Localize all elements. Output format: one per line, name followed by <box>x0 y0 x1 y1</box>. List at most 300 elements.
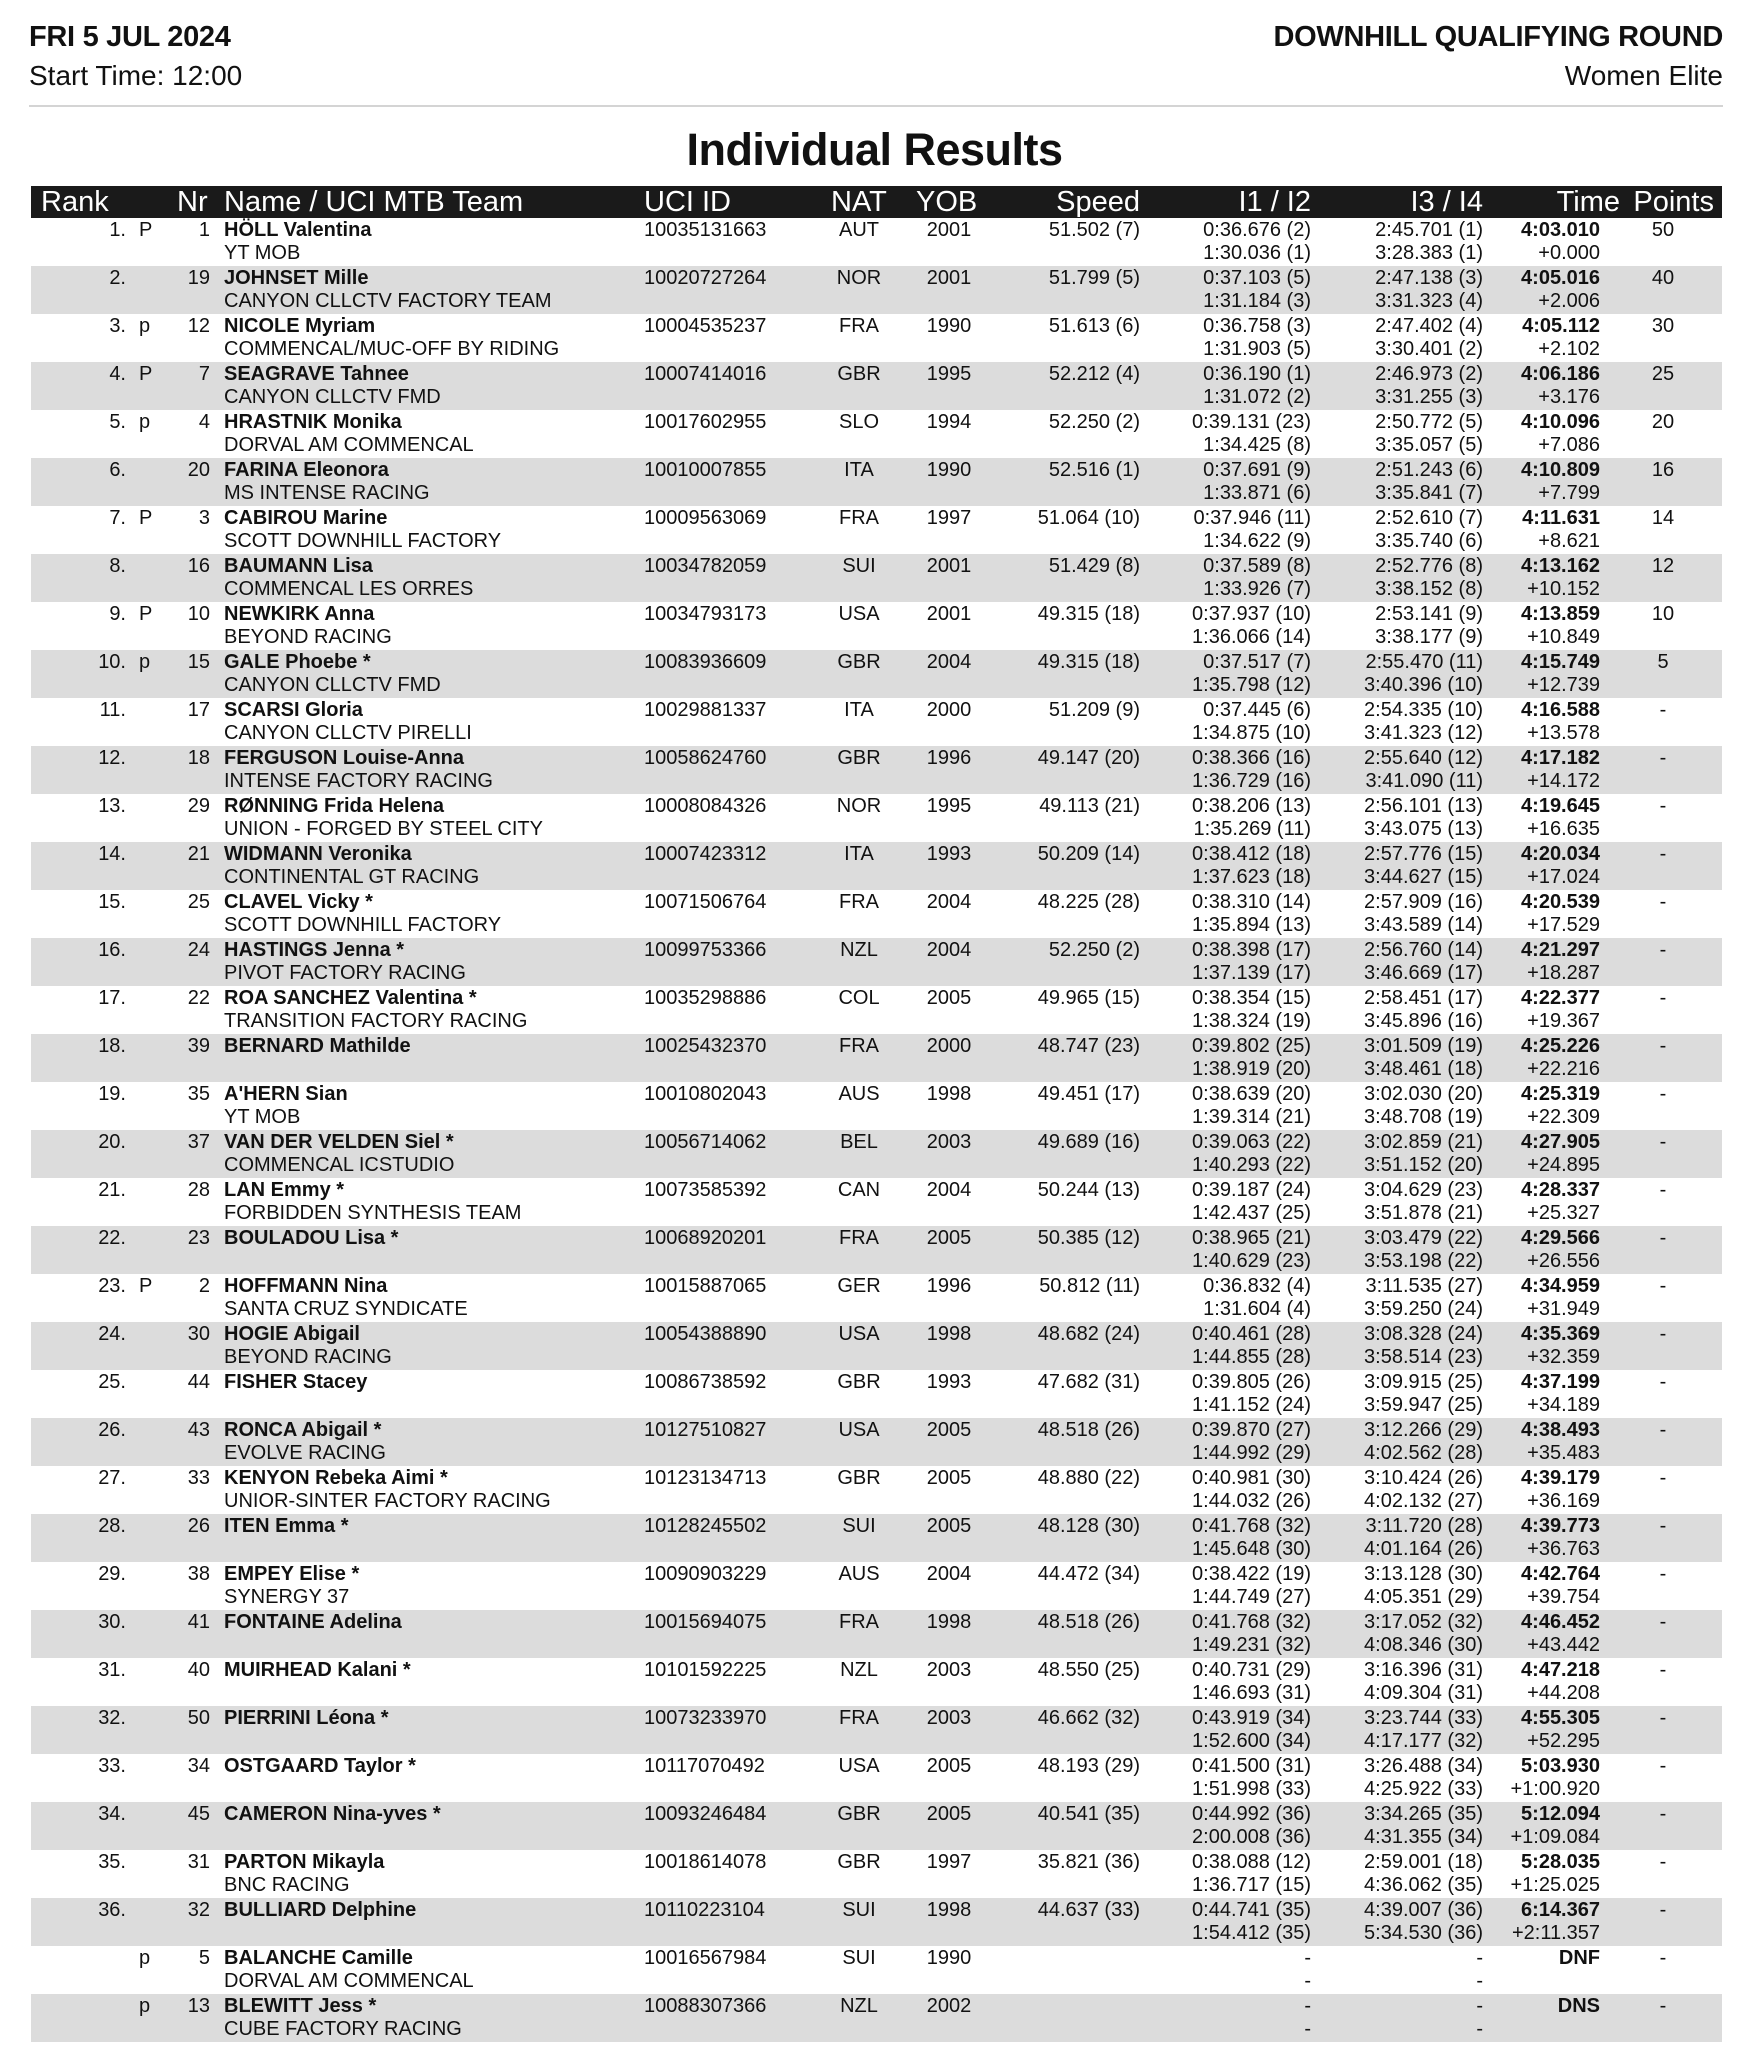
uci-id: 10034782059 <box>644 555 767 577</box>
split-i4: 5:34.530 (36) <box>1364 1922 1483 1944</box>
nationality: AUT <box>839 219 879 241</box>
rider-name: BOULADOU Lisa * <box>224 1227 399 1249</box>
speed: 49.451 (17) <box>1037 1083 1140 1105</box>
uci-id: 10015887065 <box>644 1275 767 1297</box>
category: Women Elite <box>1564 60 1723 91</box>
finish-time: 4:25.319 <box>1521 1083 1600 1105</box>
split-i3: - <box>1476 1995 1483 2017</box>
protected-mark: P <box>139 219 153 241</box>
bib-number: 40 <box>187 1659 210 1681</box>
rank: 11. <box>99 699 126 721</box>
split-i3: 2:54.335 (10) <box>1364 699 1483 721</box>
points: - <box>1659 1131 1667 1153</box>
team-name: SANTA CRUZ SYNDICATE <box>224 1298 468 1320</box>
finish-time: 4:13.162 <box>1521 555 1600 577</box>
col-points: Points <box>1633 186 1714 218</box>
team-name: YT MOB <box>224 1106 301 1128</box>
bib-number: 45 <box>187 1803 210 1825</box>
split-i3: 2:56.101 (13) <box>1364 795 1483 817</box>
nationality: GBR <box>837 651 881 673</box>
split-i2: 1:49.231 (32) <box>1192 1634 1311 1656</box>
rider-name: WIDMANN Veronika <box>224 843 412 865</box>
nationality: FRA <box>839 315 879 337</box>
split-i2: 1:31.903 (5) <box>1203 338 1311 360</box>
speed: 51.502 (7) <box>1048 219 1140 241</box>
finish-time: 4:27.905 <box>1521 1131 1600 1153</box>
split-i2: 2:00.008 (36) <box>1192 1826 1311 1848</box>
time-gap: +1:25.025 <box>1510 1874 1600 1896</box>
table-row <box>31 1610 1722 1658</box>
rider-name: BAUMANN Lisa <box>224 555 373 577</box>
uci-id: 10018614078 <box>644 1851 767 1873</box>
table-row <box>31 1082 1722 1130</box>
split-i3: 3:13.128 (30) <box>1364 1563 1483 1585</box>
split-i1: 0:37.445 (6) <box>1203 699 1311 721</box>
nationality: FRA <box>839 507 879 529</box>
rank: 9. <box>109 603 126 625</box>
bib-number: 43 <box>187 1419 210 1441</box>
header-right <box>1274 18 1724 96</box>
nationality: GBR <box>837 363 881 385</box>
team-name: CONTINENTAL GT RACING <box>224 866 480 888</box>
uci-id: 10127510827 <box>644 1419 767 1441</box>
split-i4: 3:41.323 (12) <box>1364 722 1483 744</box>
split-i3: 3:11.535 (27) <box>1365 1275 1483 1297</box>
split-i2: 1:36.066 (14) <box>1192 626 1311 648</box>
split-i4: 4:31.355 (34) <box>1364 1826 1483 1848</box>
split-i1: 0:39.063 (22) <box>1192 1131 1311 1153</box>
time-gap: +25.327 <box>1527 1202 1600 1224</box>
year-of-birth: 2002 <box>926 1995 972 2017</box>
speed: 48.518 (26) <box>1037 1611 1140 1633</box>
points: - <box>1659 1755 1667 1777</box>
nationality: USA <box>838 1419 880 1441</box>
split-i4: 3:30.401 (2) <box>1375 338 1483 360</box>
bib-number: 3 <box>198 507 210 529</box>
rank: 13. <box>98 795 126 817</box>
rank: 4. <box>109 363 126 385</box>
split-i1: - <box>1304 1947 1311 1969</box>
split-i3: 2:47.138 (3) <box>1375 267 1483 289</box>
split-i2: 1:40.293 (22) <box>1192 1154 1311 1176</box>
nationality: SUI <box>842 555 876 577</box>
bib-number: 13 <box>187 1995 210 2017</box>
split-i4: - <box>1476 1970 1483 1992</box>
year-of-birth: 1997 <box>926 1851 972 1873</box>
points: - <box>1659 1227 1667 1249</box>
team-name: BEYOND RACING <box>224 1346 392 1368</box>
finish-time: 4:10.809 <box>1521 459 1600 481</box>
split-i2: 1:36.729 (16) <box>1192 770 1311 792</box>
year-of-birth: 2005 <box>926 1419 972 1441</box>
time-gap: +14.172 <box>1527 770 1600 792</box>
split-i4: 3:40.396 (10) <box>1364 674 1483 696</box>
time-gap: +22.309 <box>1527 1106 1600 1128</box>
split-i3: 2:47.402 (4) <box>1375 315 1483 337</box>
split-i4: 3:35.057 (5) <box>1375 434 1483 456</box>
nationality: NZL <box>840 939 878 961</box>
time-gap: +43.442 <box>1527 1634 1600 1656</box>
year-of-birth: 2004 <box>926 939 972 961</box>
rank: 34. <box>98 1803 126 1825</box>
speed: 44.472 (34) <box>1037 1563 1140 1585</box>
time-gap: +19.367 <box>1527 1010 1600 1032</box>
uci-id: 10083936609 <box>644 651 767 673</box>
table-row <box>31 746 1722 794</box>
split-i2: 1:52.600 (34) <box>1192 1730 1311 1752</box>
nationality: FRA <box>839 1611 879 1633</box>
speed: 48.550 (25) <box>1037 1659 1140 1681</box>
year-of-birth: 2005 <box>926 1515 972 1537</box>
time-gap: +10.849 <box>1527 626 1600 648</box>
split-i4: - <box>1476 2018 1483 2040</box>
split-i4: 3:48.708 (19) <box>1364 1106 1483 1128</box>
split-i2: 1:38.324 (19) <box>1192 1010 1311 1032</box>
team-name: COMMENCAL ICSTUDIO <box>224 1154 455 1176</box>
table-row <box>31 362 1722 410</box>
year-of-birth: 1997 <box>926 507 972 529</box>
year-of-birth: 1993 <box>926 1371 972 1393</box>
split-i1: 0:44.741 (35) <box>1192 1899 1311 1921</box>
split-i2: 1:30.036 (1) <box>1203 242 1311 264</box>
split-i1: 0:37.517 (7) <box>1203 651 1311 673</box>
rank: 18. <box>98 1035 126 1057</box>
points: 10 <box>1651 603 1675 625</box>
year-of-birth: 2004 <box>926 651 972 673</box>
rider-name: SEAGRAVE Tahnee <box>224 363 409 385</box>
rider-name: PARTON Mikayla <box>224 1851 385 1873</box>
rider-name: NICOLE Myriam <box>224 315 376 337</box>
team-name: MS INTENSE RACING <box>224 482 430 504</box>
rank: 15. <box>98 891 126 913</box>
bib-number: 34 <box>187 1755 210 1777</box>
finish-time: 4:05.112 <box>1522 315 1600 337</box>
finish-time: 4:13.859 <box>1521 603 1600 625</box>
split-i1: 0:38.366 (16) <box>1192 747 1311 769</box>
split-i3: 3:01.509 (19) <box>1364 1035 1483 1057</box>
rider-name: FISHER Stacey <box>224 1371 368 1393</box>
table-row <box>31 1130 1722 1178</box>
split-i4: 4:36.062 (35) <box>1364 1874 1483 1896</box>
nationality: NZL <box>840 1659 878 1681</box>
points: - <box>1659 1035 1667 1057</box>
rank: 7. <box>109 507 126 529</box>
split-i3: 2:57.776 (15) <box>1364 843 1483 865</box>
points: - <box>1659 1611 1667 1633</box>
time-gap: +17.529 <box>1527 914 1600 936</box>
rider-name: JOHNSET Mille <box>224 267 369 289</box>
split-i1: 0:37.937 (10) <box>1192 603 1311 625</box>
split-i3: 2:46.973 (2) <box>1375 363 1483 385</box>
split-i3: 3:12.266 (29) <box>1364 1419 1483 1441</box>
split-i1: 0:40.981 (30) <box>1192 1467 1311 1489</box>
nationality: AUS <box>838 1083 880 1105</box>
year-of-birth: 1990 <box>926 315 972 337</box>
bib-number: 5 <box>198 1947 210 1969</box>
uci-id: 10086738592 <box>644 1371 767 1393</box>
uci-id: 10071506764 <box>644 891 767 913</box>
finish-time: 4:37.199 <box>1521 1371 1600 1393</box>
uci-id: 10007423312 <box>644 843 767 865</box>
speed: 50.385 (12) <box>1037 1227 1140 1249</box>
col-time: Time <box>1556 186 1620 218</box>
uci-id: 10035131663 <box>644 219 767 241</box>
year-of-birth: 1996 <box>926 747 972 769</box>
split-i4: 3:43.075 (13) <box>1364 818 1483 840</box>
split-i3: 2:52.610 (7) <box>1375 507 1483 529</box>
uci-id: 10025432370 <box>644 1035 767 1057</box>
time-gap: +17.024 <box>1527 866 1600 888</box>
uci-id: 10099753366 <box>644 939 767 961</box>
nationality: GBR <box>837 1467 881 1489</box>
time-gap: +26.556 <box>1527 1250 1600 1272</box>
team-name: SYNERGY 37 <box>224 1586 350 1608</box>
bib-number: 15 <box>187 651 210 673</box>
finish-time: 4:03.010 <box>1521 219 1600 241</box>
split-i2: 1:44.855 (28) <box>1192 1346 1311 1368</box>
nationality: GBR <box>837 1803 881 1825</box>
uci-id: 10110223104 <box>644 1899 765 1921</box>
split-i1: 0:38.639 (20) <box>1192 1083 1311 1105</box>
points: - <box>1659 987 1667 1009</box>
points: - <box>1659 1947 1667 1969</box>
nationality: SUI <box>842 1515 876 1537</box>
split-i2: 1:37.139 (17) <box>1192 962 1311 984</box>
split-i2: 1:34.622 (9) <box>1203 530 1311 552</box>
table-row <box>31 1034 1722 1082</box>
uci-id: 10008084326 <box>644 795 767 817</box>
split-i1: 0:38.354 (15) <box>1192 987 1311 1009</box>
year-of-birth: 2003 <box>926 1707 972 1729</box>
speed: 48.193 (29) <box>1037 1755 1140 1777</box>
split-i1: 0:40.731 (29) <box>1192 1659 1311 1681</box>
rider-name: BULLIARD Delphine <box>224 1899 417 1921</box>
rank: 21. <box>98 1179 126 1201</box>
split-i1: 0:36.190 (1) <box>1203 363 1311 385</box>
year-of-birth: 1998 <box>926 1899 972 1921</box>
table-row <box>31 554 1722 602</box>
table-row <box>31 266 1722 314</box>
rank: 20. <box>98 1131 126 1153</box>
speed: 51.209 (9) <box>1048 699 1140 721</box>
split-i3: 3:04.629 (23) <box>1364 1179 1483 1201</box>
bib-number: 22 <box>187 987 210 1009</box>
time-gap: +2.102 <box>1538 338 1600 360</box>
rank: 29. <box>98 1563 126 1585</box>
nationality: USA <box>838 1755 880 1777</box>
nationality: CAN <box>837 1179 881 1201</box>
bib-number: 10 <box>187 603 210 625</box>
bib-number: 12 <box>187 315 210 337</box>
split-i1: 0:40.461 (28) <box>1192 1323 1311 1345</box>
year-of-birth: 1994 <box>926 411 972 433</box>
year-of-birth: 1995 <box>926 363 972 385</box>
rank: 10. <box>98 651 126 673</box>
team-name: CANYON CLLCTV FMD <box>224 674 441 696</box>
speed: 46.662 (32) <box>1037 1707 1140 1729</box>
rank: 2. <box>109 267 126 289</box>
year-of-birth: 2001 <box>926 219 972 241</box>
split-i3: 3:10.424 (26) <box>1364 1467 1483 1489</box>
bib-number: 23 <box>187 1227 210 1249</box>
finish-time: 4:25.226 <box>1521 1035 1600 1057</box>
finish-time: 4:20.034 <box>1521 843 1600 865</box>
speed: 35.821 (36) <box>1037 1851 1140 1873</box>
split-i1: 0:38.965 (21) <box>1192 1227 1311 1249</box>
time-gap: +36.169 <box>1527 1490 1600 1512</box>
nationality: ITA <box>844 843 874 865</box>
team-name: CANYON CLLCTV FMD <box>224 386 441 408</box>
split-i1: 0:36.758 (3) <box>1203 315 1311 337</box>
time-gap: +7.086 <box>1538 434 1600 456</box>
rider-name: BERNARD Mathilde <box>224 1035 411 1057</box>
split-i2: 1:35.894 (13) <box>1192 914 1311 936</box>
finish-time: 4:28.337 <box>1521 1179 1600 1201</box>
split-i4: 3:58.514 (23) <box>1364 1346 1483 1368</box>
uci-id: 10068920201 <box>644 1227 767 1249</box>
split-i2: 1:44.749 (27) <box>1192 1586 1311 1608</box>
split-i4: 3:35.740 (6) <box>1375 530 1483 552</box>
points: 20 <box>1651 411 1675 433</box>
finish-time: 4:10.096 <box>1521 411 1600 433</box>
split-i4: 4:05.351 (29) <box>1364 1586 1483 1608</box>
split-i1: 0:39.131 (23) <box>1192 411 1311 433</box>
bib-number: 2 <box>198 1275 210 1297</box>
rank: 33. <box>98 1755 126 1777</box>
time-gap: +39.754 <box>1527 1586 1600 1608</box>
finish-time: 5:12.094 <box>1521 1803 1600 1825</box>
rank: 25. <box>98 1371 126 1393</box>
protected-mark: P <box>139 507 153 529</box>
uci-id: 10016567984 <box>644 1947 767 1969</box>
points: 12 <box>1651 555 1675 577</box>
uci-id: 10058624760 <box>644 747 767 769</box>
split-i3: 2:53.141 (9) <box>1375 603 1483 625</box>
speed: 52.250 (2) <box>1048 939 1140 961</box>
split-i1: - <box>1304 1995 1311 2017</box>
time-gap: +7.799 <box>1538 482 1600 504</box>
split-i1: 0:36.676 (2) <box>1203 219 1311 241</box>
rider-name: CLAVEL Vicky * <box>224 891 373 913</box>
split-i3: 3:23.744 (33) <box>1364 1707 1483 1729</box>
year-of-birth: 2004 <box>926 891 972 913</box>
rank: 35. <box>98 1851 126 1873</box>
split-i2: 1:35.269 (11) <box>1193 818 1311 840</box>
rider-name: FERGUSON Louise-Anna <box>224 747 465 769</box>
split-i1: 0:41.500 (31) <box>1192 1755 1311 1777</box>
split-i1: 0:39.805 (26) <box>1192 1371 1311 1393</box>
finish-time: 4:29.566 <box>1521 1227 1600 1249</box>
uci-id: 10004535237 <box>644 315 767 337</box>
split-i2: - <box>1304 2018 1311 2040</box>
start-time: Start Time: 12:00 <box>29 60 243 91</box>
table-row <box>31 1898 1722 1946</box>
split-i3: 2:50.772 (5) <box>1375 411 1483 433</box>
year-of-birth: 2005 <box>926 1803 972 1825</box>
uci-id: 10015694075 <box>644 1611 767 1633</box>
split-i2: 1:42.437 (25) <box>1192 1202 1311 1224</box>
bib-number: 19 <box>187 267 210 289</box>
split-i2: 1:41.152 (24) <box>1192 1394 1311 1416</box>
nationality: COL <box>838 987 880 1009</box>
points: - <box>1659 1323 1667 1345</box>
rank: 17. <box>98 987 126 1009</box>
table-row <box>31 218 1722 266</box>
split-i2: 1:31.072 (2) <box>1203 386 1311 408</box>
year-of-birth: 2001 <box>926 603 972 625</box>
speed: 50.812 (11) <box>1039 1275 1140 1297</box>
table-row <box>31 1514 1722 1562</box>
points: - <box>1659 1563 1667 1585</box>
uci-id: 10010802043 <box>644 1083 767 1105</box>
rider-name: HOGIE Abigail <box>224 1323 360 1345</box>
uci-id: 10128245502 <box>644 1515 767 1537</box>
speed: 49.965 (15) <box>1037 987 1140 1009</box>
bib-number: 30 <box>187 1323 210 1345</box>
points: 5 <box>1657 651 1669 673</box>
year-of-birth: 2005 <box>926 987 972 1009</box>
split-i2: 1:45.648 (30) <box>1192 1538 1311 1560</box>
rider-name: RONCA Abigail * <box>224 1419 382 1441</box>
split-i4: 4:17.177 (32) <box>1364 1730 1483 1752</box>
uci-id: 10101592225 <box>644 1659 767 1681</box>
uci-id: 10020727264 <box>644 267 767 289</box>
speed: 48.747 (23) <box>1037 1035 1140 1057</box>
bib-number: 29 <box>187 795 210 817</box>
split-i1: 0:37.946 (11) <box>1193 507 1311 529</box>
team-name: UNION - FORGED BY STEEL CITY <box>224 818 543 840</box>
rider-name: BALANCHE Camille <box>224 1947 413 1969</box>
bib-number: 32 <box>187 1899 210 1921</box>
rider-name: HRASTNIK Monika <box>224 411 402 433</box>
points: - <box>1659 1659 1667 1681</box>
table-row <box>31 1274 1722 1322</box>
speed: 49.315 (18) <box>1037 603 1140 625</box>
protected-mark: p <box>139 651 151 673</box>
nationality: USA <box>838 603 880 625</box>
col-name: Name / UCI MTB Team <box>224 186 524 218</box>
split-i3: 3:02.859 (21) <box>1364 1131 1483 1153</box>
speed: 52.516 (1) <box>1048 459 1140 481</box>
speed: 48.682 (24) <box>1037 1323 1140 1345</box>
split-i1: 0:37.691 (9) <box>1203 459 1311 481</box>
uci-id: 10090903229 <box>644 1563 767 1585</box>
split-i4: 3:43.589 (14) <box>1364 914 1483 936</box>
finish-time: 4:47.218 <box>1521 1659 1600 1681</box>
speed: 44.637 (33) <box>1037 1899 1140 1921</box>
split-i4: 3:51.878 (21) <box>1364 1202 1483 1224</box>
time-gap: +31.949 <box>1527 1298 1600 1320</box>
time-gap: +3.176 <box>1538 386 1600 408</box>
table-row <box>31 986 1722 1034</box>
rank: 5. <box>109 411 126 433</box>
nationality: FRA <box>839 891 879 913</box>
rider-name: MUIRHEAD Kalani * <box>224 1659 411 1681</box>
split-i4: 3:38.152 (8) <box>1375 578 1483 600</box>
table-row <box>31 1994 1722 2042</box>
points: - <box>1659 1707 1667 1729</box>
nationality: NOR <box>836 267 882 289</box>
speed: 49.113 (21) <box>1039 795 1140 817</box>
rank: 26. <box>98 1419 126 1441</box>
team-name: TRANSITION FACTORY RACING <box>224 1010 528 1032</box>
bib-number: 7 <box>198 363 210 385</box>
finish-time: 4:19.645 <box>1521 795 1600 817</box>
uci-id: 10123134713 <box>644 1467 767 1489</box>
col-uci-id: UCI ID <box>644 186 731 218</box>
finish-time: 4:11.631 <box>1522 507 1600 529</box>
year-of-birth: 2005 <box>926 1755 972 1777</box>
